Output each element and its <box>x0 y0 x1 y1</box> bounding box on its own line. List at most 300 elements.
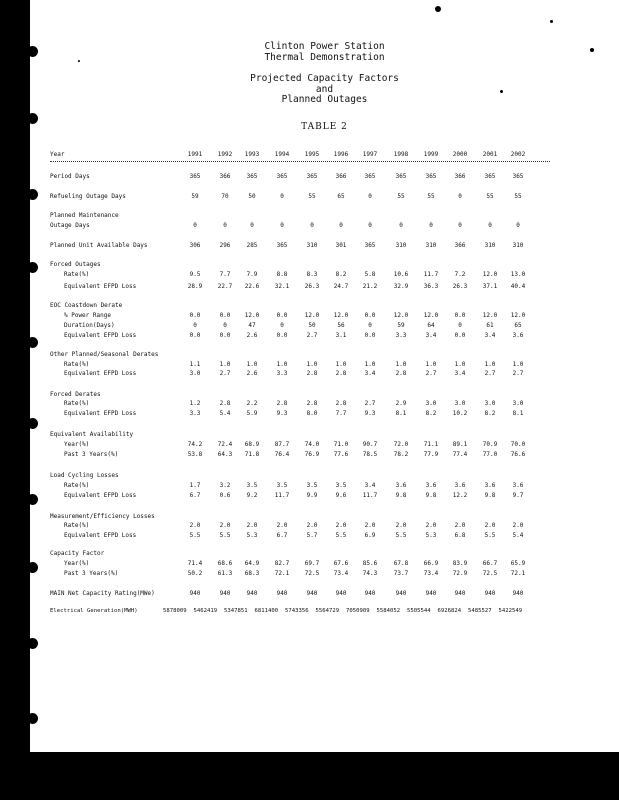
table-cell: 2.9 <box>395 400 407 407</box>
table-cell: 0 <box>193 222 197 229</box>
table-cell: 3.3 <box>189 410 201 417</box>
row-label: Forced Outages <box>50 261 101 268</box>
table-cell: 365 <box>425 173 437 180</box>
table-cell: 2.0 <box>512 522 524 529</box>
year-header: 1995 <box>304 151 320 158</box>
table-cell: 77.4 <box>452 451 468 458</box>
table-cell: 12.0 <box>510 312 526 319</box>
table-cell: 2.0 <box>276 522 288 529</box>
table-cell: 2.8 <box>306 400 318 407</box>
table-row <box>50 350 610 359</box>
row-label: Measurement/Efficiency Losses <box>50 513 155 520</box>
scan-speck <box>550 20 553 23</box>
table-cell: 55 <box>514 193 522 200</box>
row-label: Planned Maintenance <box>50 212 119 219</box>
table-cell: 10.6 <box>393 271 409 278</box>
table-cell: 72.5 <box>304 570 320 577</box>
table-cell: 365 <box>306 173 318 180</box>
table-cell: 9.2 <box>246 492 258 499</box>
table-cell: 3.5 <box>335 482 347 489</box>
table-cell: 310 <box>425 242 437 249</box>
table-cell: 365 <box>364 173 376 180</box>
table-cell: 87.7 <box>274 441 290 448</box>
table-cell: 365 <box>276 242 288 249</box>
table-cell: 0.0 <box>364 332 376 339</box>
year-header: 1998 <box>393 151 409 158</box>
table-row <box>50 241 610 250</box>
table-row <box>50 331 610 340</box>
table-row <box>50 450 610 459</box>
table-cell: 64 <box>427 322 435 329</box>
table-cell: 73.4 <box>333 570 349 577</box>
table-cell: 5.4 <box>219 410 231 417</box>
table-cell: 68.6 <box>217 560 233 567</box>
table-cell: 26.3 <box>452 283 468 290</box>
table-cell: 71.1 <box>423 441 439 448</box>
table-header <box>50 150 610 159</box>
binder-hole <box>30 638 38 649</box>
table-cell: 72.5 <box>482 570 498 577</box>
table-cell: 940 <box>219 590 231 597</box>
row-label: Rate(%) <box>64 400 90 407</box>
table-cell: 10.2 <box>452 410 468 417</box>
table-row <box>50 270 610 279</box>
row-label: MAIN Net Capacity Rating(MWe) <box>50 590 155 597</box>
table-cell: 2.7 <box>306 332 318 339</box>
table-row <box>50 430 610 439</box>
table-cell: 50.2 <box>187 570 203 577</box>
table-cell: 5.5 <box>335 532 347 539</box>
table-cell: 0 <box>516 222 520 229</box>
generation-value: 6926824 <box>437 608 462 614</box>
table-cell: 0 <box>280 322 284 329</box>
table-cell: 940 <box>395 590 407 597</box>
binder-hole <box>30 418 38 429</box>
table-cell: 47 <box>248 322 256 329</box>
table-cell: 3.0 <box>189 370 201 377</box>
table-cell: 2.0 <box>189 522 201 529</box>
table-cell: 365 <box>276 173 288 180</box>
table-cell: 1.0 <box>425 361 437 368</box>
table-cell: 55 <box>397 193 405 200</box>
table-cell: 11.7 <box>362 492 378 499</box>
table-cell: 85.6 <box>362 560 378 567</box>
table-cell: 9.9 <box>306 492 318 499</box>
table-cell: 12.0 <box>482 312 498 319</box>
table-cell: 3.0 <box>512 400 524 407</box>
table-cell: 3.1 <box>335 332 347 339</box>
document-page <box>30 0 619 752</box>
table-cell: 2.0 <box>219 522 231 529</box>
table-cell: 1.0 <box>219 361 231 368</box>
table-cell: 6.7 <box>276 532 288 539</box>
table-cell: 0 <box>223 222 227 229</box>
table-cell: 3.2 <box>219 482 231 489</box>
table-cell: 285 <box>246 242 258 249</box>
table-row <box>50 399 610 408</box>
row-label: Year(%) <box>64 441 90 448</box>
table-cell: 1.0 <box>454 361 466 368</box>
table-cell: 0.0 <box>189 332 201 339</box>
table-cell: 71.0 <box>333 441 349 448</box>
year-header: 1993 <box>244 151 260 158</box>
table-cell: 9.6 <box>335 492 347 499</box>
table-cell: 0 <box>488 222 492 229</box>
table-cell: 940 <box>189 590 201 597</box>
row-label: Past 3 Years(%) <box>64 570 119 577</box>
table-cell: 5.9 <box>246 410 258 417</box>
table-cell: 365 <box>246 173 258 180</box>
table-cell: 11.7 <box>423 271 439 278</box>
table-cell: 940 <box>335 590 347 597</box>
table-cell: 71.8 <box>244 451 260 458</box>
table-row <box>50 260 610 269</box>
row-label: Other Planned/Seasonal Derates <box>50 351 159 358</box>
row-label: Equivalent EFPD Loss <box>64 492 137 499</box>
table-cell: 2.7 <box>512 370 524 377</box>
row-label: Forced Derates <box>50 391 101 398</box>
row-label: % Power Range <box>64 312 111 319</box>
table-cell: 0.0 <box>276 312 288 319</box>
table-cell: 2.8 <box>395 370 407 377</box>
table-cell: 3.6 <box>484 482 496 489</box>
table-cell: 9.3 <box>364 410 376 417</box>
table-cell: 7.7 <box>219 271 231 278</box>
table-row <box>50 409 610 418</box>
table-cell: 72.1 <box>274 570 290 577</box>
table-cell: 0.0 <box>219 332 231 339</box>
table-cell: 26.3 <box>304 283 320 290</box>
table-cell: 36.3 <box>423 283 439 290</box>
table-cell: 2.0 <box>425 522 437 529</box>
table-row <box>50 211 610 220</box>
row-label: Planned Unit Available Days <box>50 242 148 249</box>
year-header: 1997 <box>362 151 378 158</box>
table-cell: 8.2 <box>425 410 437 417</box>
table-cell: 0 <box>368 193 372 200</box>
year-header: 2001 <box>482 151 498 158</box>
table-cell: 71.4 <box>187 560 203 567</box>
table-cell: 0.0 <box>276 332 288 339</box>
table-cell: 59 <box>397 322 405 329</box>
table-cell: 0 <box>368 222 372 229</box>
generation-value: 5743356 <box>285 608 309 614</box>
table-cell: 0 <box>399 222 403 229</box>
table-cell: 67.6 <box>333 560 349 567</box>
generation-value: 5422549 <box>498 608 523 614</box>
row-label: Equivalent EFPD Loss <box>64 370 137 377</box>
table-label: TABLE 2 <box>301 122 348 132</box>
table-cell: 2.7 <box>219 370 231 377</box>
table-cell: 53.8 <box>187 451 203 458</box>
table-cell: 12.0 <box>244 312 260 319</box>
year-header: 1999 <box>423 151 439 158</box>
table-cell: 366 <box>454 242 466 249</box>
table-cell: 0 <box>429 222 433 229</box>
row-label: Duration(Days) <box>64 322 115 329</box>
table-cell: 2.8 <box>335 370 347 377</box>
table-cell: 2.7 <box>484 370 496 377</box>
generation-value: 5505544 <box>407 608 431 614</box>
table-cell: 0 <box>458 322 462 329</box>
table-row <box>50 491 610 500</box>
binder-hole <box>30 189 38 200</box>
title-line-3: Projected Capacity Factors <box>250 73 399 84</box>
table-cell: 365 <box>484 173 496 180</box>
table-row <box>50 311 610 320</box>
table-cell: 12.2 <box>452 492 468 499</box>
table-cell: 3.5 <box>246 482 258 489</box>
header-rule <box>50 161 550 162</box>
table-row <box>50 221 610 230</box>
table-row <box>50 521 610 530</box>
table-row <box>50 192 610 201</box>
table-cell: 1.0 <box>512 361 524 368</box>
table-cell: 21.2 <box>362 283 378 290</box>
table-cell: 12.0 <box>393 312 409 319</box>
table-cell: 940 <box>364 590 376 597</box>
table-cell: 56 <box>337 322 345 329</box>
table-cell: 66.7 <box>482 560 498 567</box>
table-cell: 366 <box>335 173 347 180</box>
table-cell: 0.0 <box>454 332 466 339</box>
table-cell: 7.7 <box>335 410 347 417</box>
table-row <box>50 321 610 330</box>
table-cell: 24.7 <box>333 283 349 290</box>
table-cell: 72.0 <box>393 441 409 448</box>
table-cell: 940 <box>306 590 318 597</box>
table-cell: 65 <box>514 322 522 329</box>
table-cell: 2.0 <box>335 522 347 529</box>
table-cell: 50 <box>308 322 316 329</box>
table-cell: 65 <box>337 193 345 200</box>
table-cell: 5.7 <box>306 532 318 539</box>
table-row <box>50 369 610 378</box>
table-cell: 32.9 <box>393 283 409 290</box>
table-cell: 940 <box>512 590 524 597</box>
table-row <box>50 512 610 521</box>
year-header: 1991 <box>187 151 203 158</box>
table-cell: 12.0 <box>423 312 439 319</box>
table-cell: 68.9 <box>244 441 260 448</box>
table-cell: 68.3 <box>244 570 260 577</box>
table-cell: 2.8 <box>219 400 231 407</box>
table-cell: 5.3 <box>425 532 437 539</box>
table-cell: 22.7 <box>217 283 233 290</box>
table-cell: 2.8 <box>276 400 288 407</box>
table-cell: 6.9 <box>364 532 376 539</box>
table-row <box>50 301 610 310</box>
table-cell: 1.0 <box>484 361 496 368</box>
table-cell: 0 <box>250 222 254 229</box>
row-label: Equivalent EFPD Loss <box>64 283 137 290</box>
generation-value: 5564729 <box>315 608 340 614</box>
row-label: Rate(%) <box>64 271 90 278</box>
table-cell: 9.8 <box>395 492 407 499</box>
table-cell: 3.4 <box>364 370 376 377</box>
table-row <box>50 172 610 181</box>
table-cell: 5.5 <box>219 532 231 539</box>
table-cell: 310 <box>306 242 318 249</box>
generation-value: 5462419 <box>193 608 218 614</box>
binder-hole <box>30 713 38 724</box>
title-line-4: and <box>315 83 334 95</box>
table-cell: 8.3 <box>306 271 318 278</box>
table-row <box>50 549 610 558</box>
table-cell: 0 <box>310 222 314 229</box>
table-cell: 82.7 <box>274 560 290 567</box>
table-cell: 2.7 <box>425 370 437 377</box>
table-cell: 69.7 <box>304 560 320 567</box>
generation-row <box>50 606 610 616</box>
table-cell: 0 <box>193 322 197 329</box>
table-cell: 0.0 <box>454 312 466 319</box>
table-cell: 32.1 <box>274 283 290 290</box>
table-cell: 3.6 <box>512 332 524 339</box>
table-cell: 72.4 <box>217 441 233 448</box>
generation-value: 5347851 <box>224 608 248 614</box>
table-cell: 61 <box>486 322 494 329</box>
table-cell: 70.0 <box>510 441 526 448</box>
table-cell: 5.8 <box>364 271 376 278</box>
table-cell: 64.3 <box>217 451 233 458</box>
table-row <box>50 559 610 568</box>
table-cell: 8.2 <box>335 271 347 278</box>
table-row <box>50 282 610 291</box>
table-cell: 0 <box>339 222 343 229</box>
row-label: Capacity Factor <box>50 550 105 557</box>
table-cell: 22.6 <box>244 283 260 290</box>
table-cell: 940 <box>246 590 258 597</box>
table-cell: 3.5 <box>276 482 288 489</box>
table-cell: 940 <box>425 590 437 597</box>
row-label: Equivalent EFPD Loss <box>64 332 137 339</box>
table-cell: 76.6 <box>510 451 526 458</box>
table-cell: 3.4 <box>364 482 376 489</box>
table-cell: 9.7 <box>512 492 524 499</box>
table-cell: 2.8 <box>306 370 318 377</box>
table-cell: 5.5 <box>484 532 496 539</box>
table-cell: 66.9 <box>423 560 439 567</box>
table-cell: 3.4 <box>454 370 466 377</box>
table-cell: 1.1 <box>189 361 201 368</box>
table-cell: 59 <box>191 193 199 200</box>
table-cell: 78.2 <box>393 451 409 458</box>
table-cell: 310 <box>484 242 496 249</box>
table-cell: 74.3 <box>362 570 378 577</box>
table-cell: 3.6 <box>425 482 437 489</box>
table-cell: 9.8 <box>484 492 496 499</box>
table-cell: 78.5 <box>362 451 378 458</box>
row-label: Past 3 Years(%) <box>64 451 119 458</box>
generation-value: 7050909 <box>346 608 370 614</box>
table-cell: 2.0 <box>484 522 496 529</box>
table-cell: 0 <box>280 193 284 200</box>
table-cell: 12.0 <box>333 312 349 319</box>
table-cell: 28.9 <box>187 283 203 290</box>
table-cell: 1.0 <box>306 361 318 368</box>
table-cell: 3.6 <box>454 482 466 489</box>
row-label: Refueling Outage Days <box>50 193 126 200</box>
table-cell: 55 <box>486 193 494 200</box>
table-cell: 61.3 <box>217 570 233 577</box>
table-cell: 50 <box>248 193 256 200</box>
table-cell: 365 <box>364 242 376 249</box>
generation-value: 5878009 <box>163 608 187 614</box>
year-header: 1994 <box>274 151 290 158</box>
table-cell: 8.0 <box>306 410 318 417</box>
title-line-1: Clinton Power Station <box>264 41 385 52</box>
row-label: EOC Coastdown Derate <box>50 302 123 309</box>
table-cell: 70.9 <box>482 441 498 448</box>
table-cell: 55 <box>427 193 435 200</box>
table-cell: 7.9 <box>246 271 258 278</box>
table-cell: 8.8 <box>276 271 288 278</box>
row-label: Equivalent Availability <box>50 431 134 438</box>
table-cell: 8.2 <box>484 410 496 417</box>
table-cell: 7.2 <box>454 271 466 278</box>
generation-value: 6811400 <box>254 608 279 614</box>
table-row <box>50 569 610 578</box>
table-cell: 3.5 <box>306 482 318 489</box>
table-cell: 0 <box>280 222 284 229</box>
table-cell: 2.6 <box>246 332 258 339</box>
table-row <box>50 481 610 490</box>
table-cell: 72.9 <box>452 570 468 577</box>
table-cell: 3.0 <box>454 400 466 407</box>
table-cell: 3.3 <box>276 370 288 377</box>
table-cell: 67.8 <box>393 560 409 567</box>
table-cell: 5.3 <box>246 532 258 539</box>
row-label: Outage Days <box>50 222 90 229</box>
table-cell: 0.0 <box>364 312 376 319</box>
table-cell: 65.9 <box>510 560 526 567</box>
table-cell: 940 <box>276 590 288 597</box>
table-cell: 70 <box>221 193 229 200</box>
table-cell: 8.1 <box>395 410 407 417</box>
table-cell: 1.0 <box>246 361 258 368</box>
table-row <box>50 360 610 369</box>
binder-hole <box>30 337 38 348</box>
table-cell: 76.4 <box>274 451 290 458</box>
binder-hole <box>30 262 38 273</box>
table-cell: 77.9 <box>423 451 439 458</box>
row-label: Equivalent EFPD Loss <box>64 410 137 417</box>
table-cell: 55 <box>308 193 316 200</box>
title-line-2: Thermal Demonstration <box>264 51 385 63</box>
table-cell: 3.4 <box>425 332 437 339</box>
table-cell: 365 <box>189 173 201 180</box>
year-header: 2002 <box>510 151 526 158</box>
table-cell: 3.6 <box>512 482 524 489</box>
title-line-5: Planned Outages <box>281 94 368 105</box>
table-cell: 12.0 <box>304 312 320 319</box>
table-cell: 301 <box>335 242 347 249</box>
table-cell: 40.4 <box>510 283 526 290</box>
table-cell: 13.0 <box>510 271 526 278</box>
table-cell: 90.7 <box>362 441 378 448</box>
table-cell: 9.5 <box>189 271 201 278</box>
table-cell: 12.0 <box>482 271 498 278</box>
table-cell: 2.6 <box>246 370 258 377</box>
table-cell: 72.1 <box>510 570 526 577</box>
table-cell: 0 <box>458 222 462 229</box>
table-cell: 2.0 <box>395 522 407 529</box>
table-cell: 5.4 <box>512 532 524 539</box>
table-cell: 77.6 <box>333 451 349 458</box>
table-cell: 2.0 <box>364 522 376 529</box>
table-cell: 3.4 <box>484 332 496 339</box>
